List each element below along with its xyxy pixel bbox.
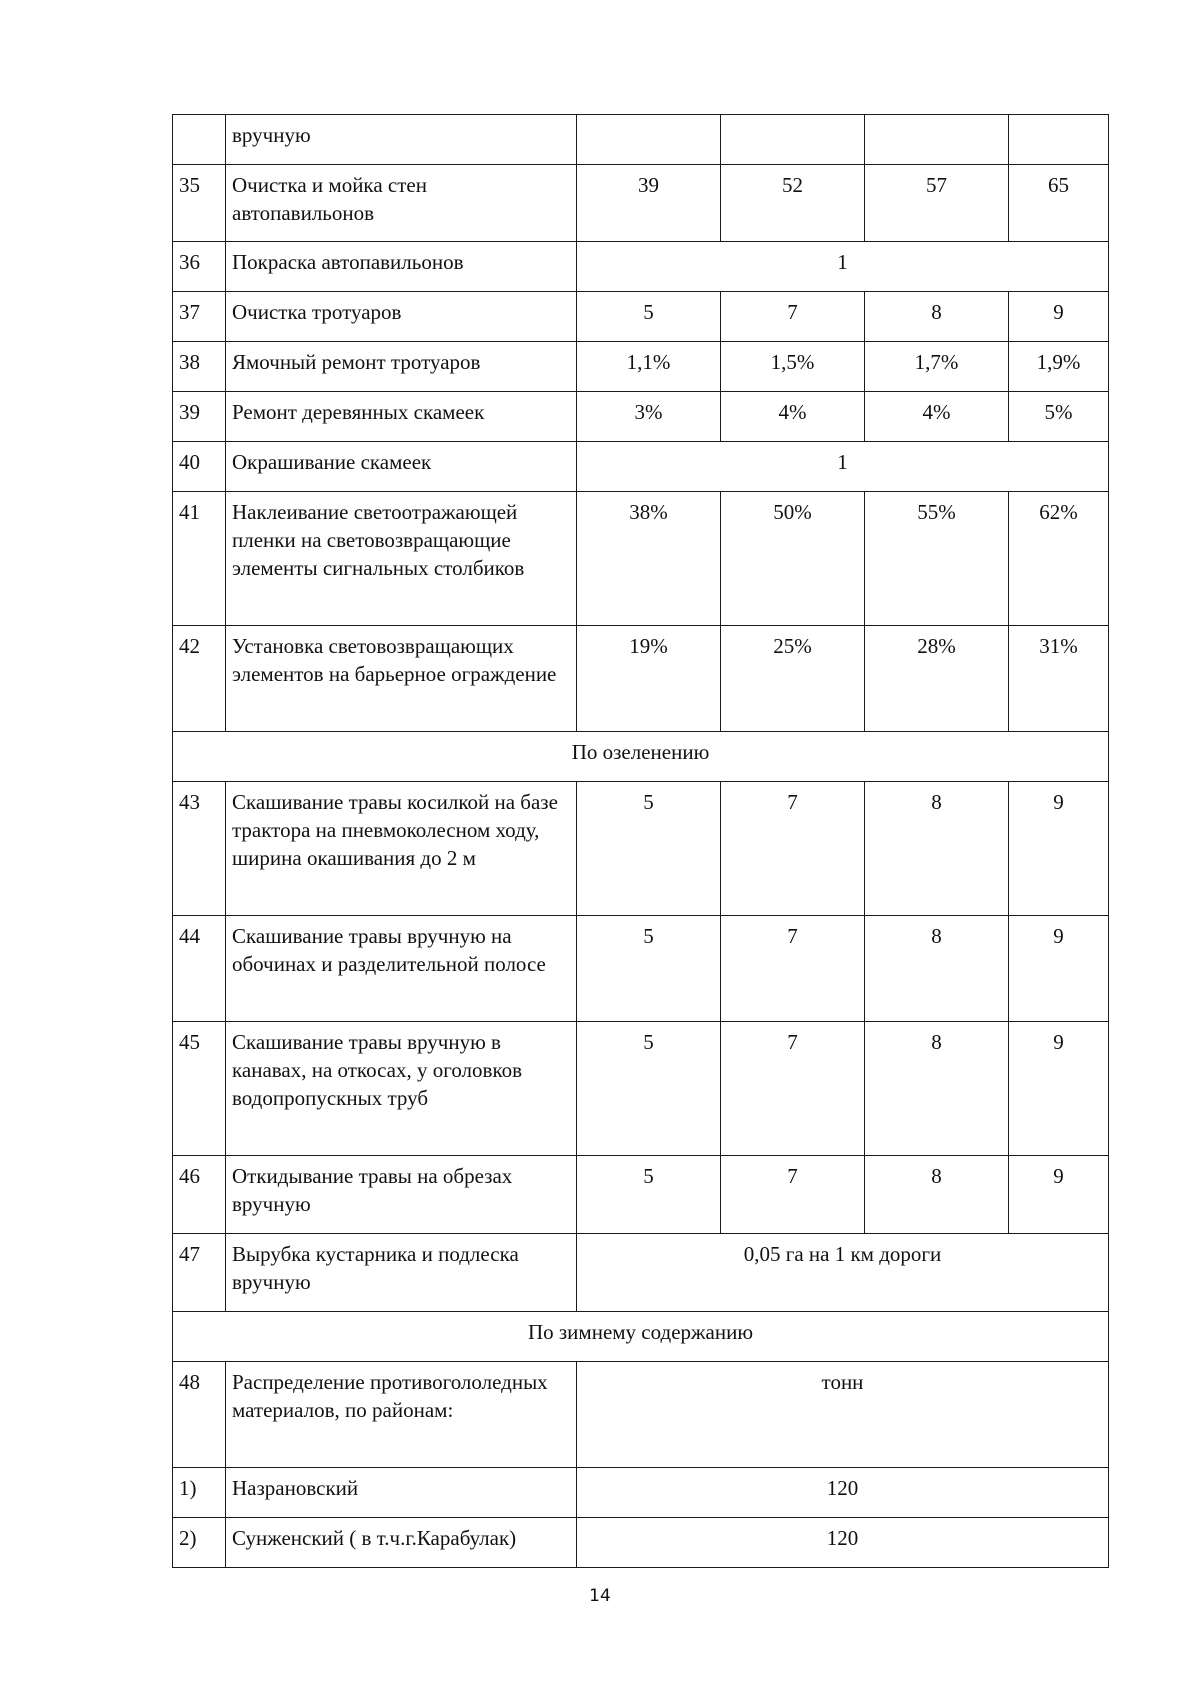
- merged-value-cell: 1: [577, 242, 1109, 292]
- row-number-cell: 38: [173, 342, 226, 392]
- table-row: [173, 1234, 1109, 1312]
- row-number-cell: 46: [173, 1156, 226, 1234]
- value-cell: [865, 115, 1009, 165]
- value-cell: 5: [577, 1022, 721, 1156]
- work-name-cell: Ямочный ремонт тротуаров: [226, 342, 577, 392]
- value-cell: 1,5%: [721, 342, 865, 392]
- maintenance-norms-table: [172, 114, 1109, 1568]
- value-cell: 1,7%: [865, 342, 1009, 392]
- value-cell: 9: [1009, 916, 1109, 1022]
- value-cell: 5: [577, 1156, 721, 1234]
- value-cell: 9: [1009, 1022, 1109, 1156]
- table-row: [173, 165, 1109, 242]
- table-row: [173, 115, 1109, 165]
- work-name-cell: Окрашивание скамеек: [226, 442, 577, 492]
- work-name-cell: Ремонт деревянных скамеек: [226, 392, 577, 442]
- value-cell: 7: [721, 1156, 865, 1234]
- value-cell: 19%: [577, 626, 721, 732]
- value-cell: 50%: [721, 492, 865, 626]
- table-row: [173, 1518, 1109, 1568]
- table-row: [173, 1156, 1109, 1234]
- value-cell: 7: [721, 782, 865, 916]
- value-cell: 8: [865, 782, 1009, 916]
- merged-value-cell: 0,05 га на 1 км дороги: [577, 1234, 1109, 1312]
- value-cell: 3%: [577, 392, 721, 442]
- table-row: [173, 442, 1109, 492]
- table-row: [173, 492, 1109, 626]
- value-cell: 7: [721, 292, 865, 342]
- work-name-cell: Очистка тротуаров: [226, 292, 577, 342]
- value-cell: 1,1%: [577, 342, 721, 392]
- table-row: [173, 626, 1109, 732]
- merged-value-cell: 120: [577, 1518, 1109, 1568]
- work-name-cell: Покраска автопавильонов: [226, 242, 577, 292]
- section-heading: По озеленению: [173, 732, 1109, 782]
- value-cell: 7: [721, 1022, 865, 1156]
- row-number-cell: 48: [173, 1362, 226, 1468]
- value-cell: 9: [1009, 782, 1109, 916]
- table-row: [173, 342, 1109, 392]
- row-number-cell: 47: [173, 1234, 226, 1312]
- table-row: [173, 1362, 1109, 1468]
- table-row: [173, 1468, 1109, 1518]
- value-cell: 62%: [1009, 492, 1109, 626]
- value-cell: 4%: [865, 392, 1009, 442]
- work-name-cell: Назрановский: [226, 1468, 577, 1518]
- value-cell: 52: [721, 165, 865, 242]
- work-name-cell: Скашивание травы вручную в канавах, на откосах, у оголовков водопропускных труб: [226, 1022, 577, 1156]
- value-cell: 5: [577, 916, 721, 1022]
- table-row: [173, 242, 1109, 292]
- row-number-cell: [173, 115, 226, 165]
- value-cell: 31%: [1009, 626, 1109, 732]
- work-name-cell: Очистка и мойка стен автопавильонов: [226, 165, 577, 242]
- merged-value-cell: 1: [577, 442, 1109, 492]
- value-cell: [721, 115, 865, 165]
- work-name-cell: Скашивание травы вручную на обочинах и разделительной полосе: [226, 916, 577, 1022]
- section-heading: По зимнему содержанию: [173, 1312, 1109, 1362]
- table-row: [173, 292, 1109, 342]
- value-cell: 8: [865, 1022, 1009, 1156]
- section-row: [173, 732, 1109, 782]
- merged-value-cell: тонн: [577, 1362, 1109, 1468]
- value-cell: 5: [577, 292, 721, 342]
- table-row: [173, 1022, 1109, 1156]
- row-number-cell: 39: [173, 392, 226, 442]
- value-cell: 8: [865, 916, 1009, 1022]
- table-row: [173, 392, 1109, 442]
- page-number: 14: [589, 1586, 611, 1606]
- row-number-cell: 37: [173, 292, 226, 342]
- work-name-cell: Откидывание травы на обрезах вручную: [226, 1156, 577, 1234]
- row-number-cell: 44: [173, 916, 226, 1022]
- value-cell: 5: [577, 782, 721, 916]
- work-name-cell: Скашивание травы косилкой на базе трактора на пневмоколесном ходу, ширина окашивания до 2 м: [226, 782, 577, 916]
- section-row: [173, 1312, 1109, 1362]
- value-cell: 55%: [865, 492, 1009, 626]
- value-cell: 7: [721, 916, 865, 1022]
- value-cell: 25%: [721, 626, 865, 732]
- value-cell: 39: [577, 165, 721, 242]
- value-cell: [577, 115, 721, 165]
- table-row: [173, 916, 1109, 1022]
- table-body: [173, 115, 1109, 1568]
- value-cell: 8: [865, 292, 1009, 342]
- work-name-cell: Наклеивание светоотражающей пленки на световозвращающие элементы сигнальных столбиков: [226, 492, 577, 626]
- value-cell: 9: [1009, 1156, 1109, 1234]
- row-number-cell: 42: [173, 626, 226, 732]
- value-cell: 1,9%: [1009, 342, 1109, 392]
- work-name-cell: Установка световозвращающих элементов на барьерное ограждение: [226, 626, 577, 732]
- value-cell: 28%: [865, 626, 1009, 732]
- table-row: [173, 782, 1109, 916]
- merged-value-cell: 120: [577, 1468, 1109, 1518]
- row-number-cell: 36: [173, 242, 226, 292]
- value-cell: [1009, 115, 1109, 165]
- work-name-cell: Вырубка кустарника и подлеска вручную: [226, 1234, 577, 1312]
- value-cell: 65: [1009, 165, 1109, 242]
- value-cell: 9: [1009, 292, 1109, 342]
- row-number-cell: 1): [173, 1468, 226, 1518]
- row-number-cell: 2): [173, 1518, 226, 1568]
- row-number-cell: 43: [173, 782, 226, 916]
- value-cell: 5%: [1009, 392, 1109, 442]
- work-name-cell: Распределение противогололедных материалов, по районам:: [226, 1362, 577, 1468]
- row-number-cell: 45: [173, 1022, 226, 1156]
- value-cell: 57: [865, 165, 1009, 242]
- work-name-cell: вручную: [226, 115, 577, 165]
- value-cell: 8: [865, 1156, 1009, 1234]
- row-number-cell: 35: [173, 165, 226, 242]
- row-number-cell: 40: [173, 442, 226, 492]
- value-cell: 4%: [721, 392, 865, 442]
- value-cell: 38%: [577, 492, 721, 626]
- work-name-cell: Сунженский ( в т.ч.г.Карабулак): [226, 1518, 577, 1568]
- row-number-cell: 41: [173, 492, 226, 626]
